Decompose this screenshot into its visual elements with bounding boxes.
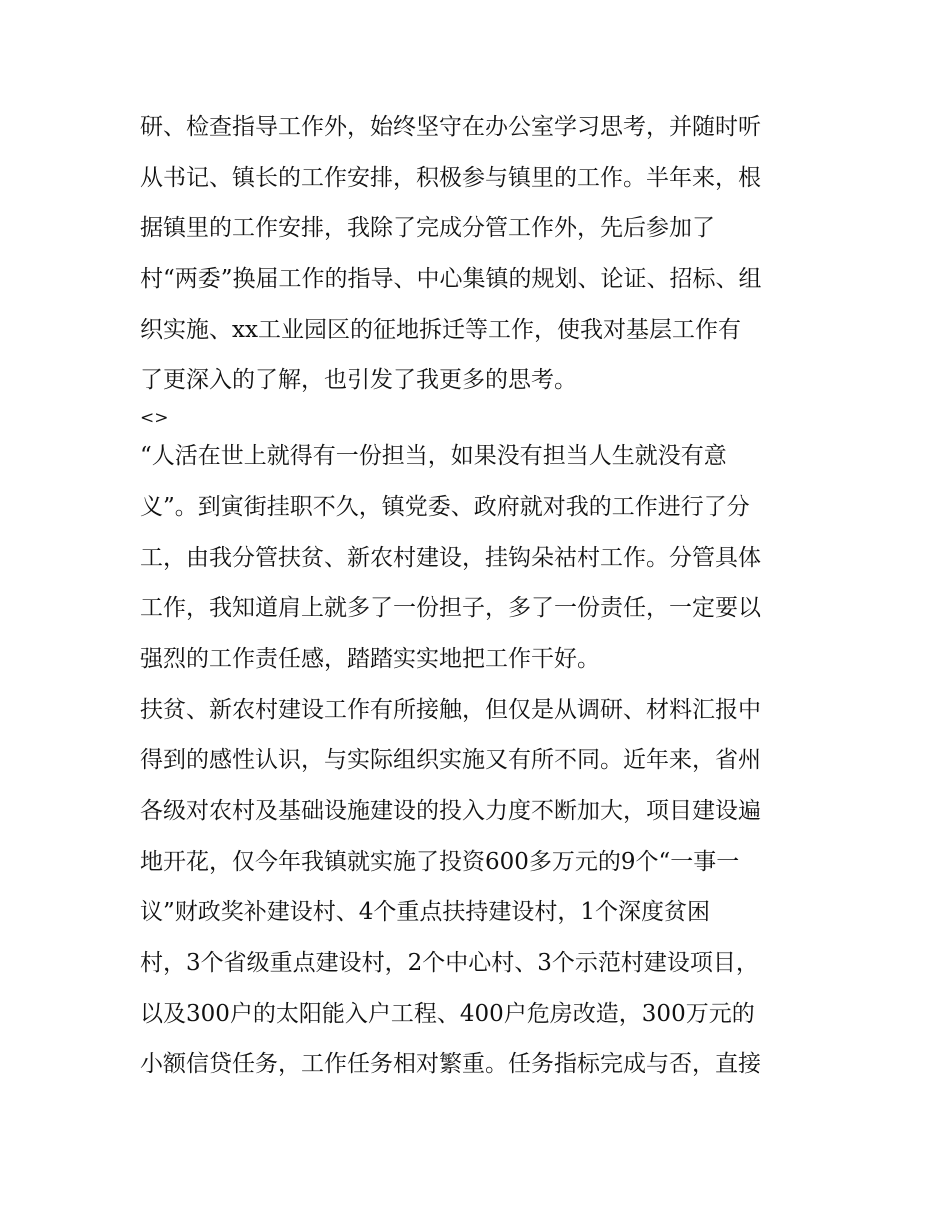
text-line: 各级对农村及基础设施建设的投入力度不断加大，项目建设遍 xyxy=(140,797,761,824)
text-line: 织实施、xx工业园区的征地拆迁等工作，使我对基层工作有 xyxy=(140,316,741,343)
text-line: 义”。到寅街挂职不久，镇党委、政府就对我的工作进行了分 xyxy=(140,493,750,520)
text-line: 从书记、镇长的工作安排，积极参与镇里的工作。半年来，根 xyxy=(140,164,761,191)
text-line: 村“两委”换届工作的指导、中心集镇的规划、论证、招标、组 xyxy=(140,266,762,293)
text-line: “人活在世上就得有一份担当，如果没有担当人生就没有意 xyxy=(140,443,727,470)
text-line: 村，3个省级重点建设村，2个中心村、3个示范村建设项目， xyxy=(140,950,759,976)
section-separator: <> xyxy=(140,408,169,429)
text-line: 议”财政奖补建设村、4个重点扶持建设村，1个深度贫困 xyxy=(140,899,711,926)
text-line: 小额信贷任务，工作任务相对繁重。任务指标完成与否，直接 xyxy=(140,1051,761,1078)
text-line: 工作，我知道肩上就多了一份担子，多了一份责任，一定要以 xyxy=(140,595,761,622)
text-line: 以及300户的太阳能入户工程、400户危房改造，300万元的 xyxy=(140,1000,755,1027)
text-line: 扶贫、新农村建设工作有所接触，但仅是从调研、材料汇报中 xyxy=(140,696,761,723)
text-line: 地开花，仅今年我镇就实施了投资600多万元的9个“一事一 xyxy=(140,848,740,875)
text-line: 据镇里的工作安排，我除了完成分管工作外，先后参加了 xyxy=(140,215,715,242)
text-line: 强烈的工作责任感，踏踏实实地把工作干好。 xyxy=(140,645,600,672)
document-body xyxy=(140,102,830,1090)
text-line: 研、检查指导工作外，始终坚守在办公室学习思考，并随时听 xyxy=(140,114,761,140)
text-line: 了更深入的了解，也引发了我更多的思考。 xyxy=(140,367,577,394)
text-line: 工，由我分管扶贫、新农村建设，挂钩朵祜村工作。分管具体 xyxy=(140,544,761,571)
text-line: 得到的感性认识，与实际组织实施又有所不同。近年来，省州 xyxy=(140,747,761,774)
